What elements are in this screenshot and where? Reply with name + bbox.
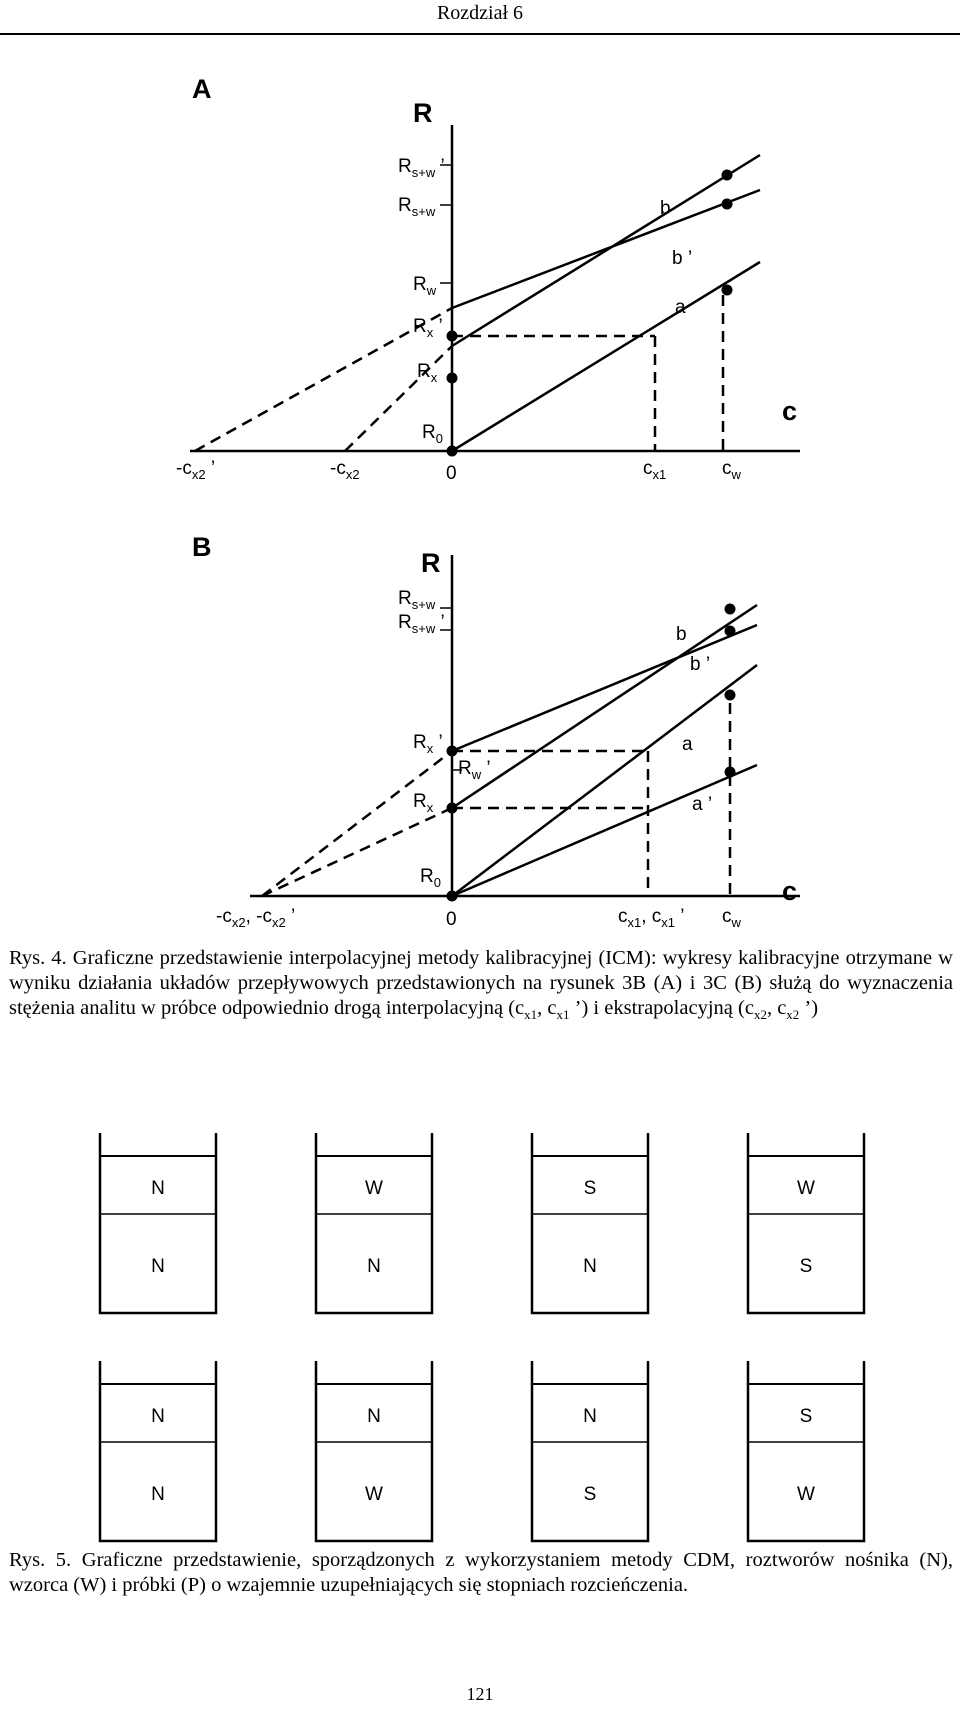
- point-rx: [447, 373, 458, 384]
- vessel: [100, 1133, 216, 1313]
- ytick-r0: $R_0$: [422, 422, 443, 446]
- xtick-cw: $c_w$: [722, 458, 741, 482]
- ytick-rsw: $R_{s+w}$: [398, 588, 436, 612]
- line-b: [452, 155, 760, 346]
- xtick-neg-cx2-pair: $-c_{x2}$, $-c_{x2}$ ’: [216, 906, 296, 930]
- point-b: [722, 170, 733, 181]
- vessel-outline: [316, 1133, 432, 1313]
- vessel-bottom-label: N: [151, 1256, 165, 1277]
- vessel-outline: [100, 1133, 216, 1313]
- vessel-outline: [532, 1361, 648, 1541]
- line-a-prime: [452, 765, 757, 896]
- line-label-a: a: [682, 734, 693, 755]
- point-a: [722, 285, 733, 296]
- vessel-outline: [748, 1133, 864, 1313]
- vessel: [316, 1361, 432, 1541]
- vessel-bottom-label: W: [365, 1484, 383, 1505]
- point-r0: [447, 891, 458, 902]
- line-label-b-prime: b ’: [672, 248, 693, 269]
- vessel-outline: [532, 1133, 648, 1313]
- ytick-rx: $R_x$: [413, 791, 434, 815]
- vessel-top-label: N: [151, 1178, 165, 1199]
- xtick-neg-cx2: $-c_{x2}$: [330, 458, 360, 482]
- y-axis-label: R: [421, 548, 441, 578]
- vessel-bottom-label: N: [151, 1484, 165, 1505]
- vessel-top-label: S: [799, 1406, 813, 1427]
- ytick-rsw: $R_{s+w}$: [398, 195, 436, 219]
- vessel-top-label: W: [365, 1178, 383, 1199]
- vessel-top-label: N: [367, 1406, 381, 1427]
- point-b-prime: [725, 626, 736, 637]
- ytick-rw-prime: $R_w$ ’: [458, 758, 491, 782]
- vessel-top-label: W: [797, 1178, 815, 1199]
- line-label-b: b: [676, 624, 687, 645]
- point-r0: [447, 446, 458, 457]
- line-b-prime: [452, 625, 757, 751]
- point-b: [725, 604, 736, 615]
- figure-5-caption: Rys. 5. Graficzne przedstawienie, sporządzonych z wykorzystaniem metody CDM, roztworów nośnika (N), wzorca (W) i próbki (P) o wzajemnie uzupełniających się stopniach rozcieńczenia.: [9, 1549, 953, 1596]
- vessel-bottom-label: N: [583, 1256, 597, 1277]
- vessel: [532, 1133, 648, 1313]
- xtick-origin: 0: [446, 463, 457, 484]
- vessel: [532, 1361, 648, 1541]
- vessel-bottom-label: N: [367, 1256, 381, 1277]
- line-label-b-prime: b ’: [690, 654, 711, 675]
- ytick-rsw-prime: $R_{s+w}$ ’: [398, 156, 445, 180]
- vessel-bottom-label: S: [799, 1256, 813, 1277]
- line-label-a: a: [675, 297, 686, 318]
- chapter-title: Rozdział 6: [436, 2, 524, 24]
- vessel: [748, 1133, 864, 1313]
- header-rule: [0, 33, 960, 35]
- panel-label-b: B: [192, 532, 212, 562]
- figure-5: [0, 1120, 960, 1560]
- x-axis-label: c: [782, 396, 798, 426]
- ytick-rx: $R_x$: [417, 361, 438, 385]
- vessel-outline: [748, 1361, 864, 1541]
- point-rx: [447, 803, 458, 814]
- line-label-b: b: [660, 198, 671, 219]
- page-number: 121: [466, 1684, 494, 1704]
- point-b-prime: [722, 199, 733, 210]
- line-b: [452, 605, 757, 808]
- vessel: [748, 1361, 864, 1541]
- point-rx-prime: [447, 746, 458, 757]
- x-axis-label: c: [782, 876, 798, 906]
- vessel-outline: [100, 1361, 216, 1541]
- point-rx-prime: [447, 331, 458, 342]
- vessel-bottom-label: S: [583, 1484, 597, 1505]
- ytick-rx-prime: $R_x$ ’: [413, 732, 443, 756]
- ytick-rsw-prime: $R_{s+w}$ ’: [398, 612, 445, 636]
- vessel: [100, 1361, 216, 1541]
- vessel: [316, 1133, 432, 1313]
- vessel-top-label: N: [151, 1406, 165, 1427]
- vessel-bottom-label: W: [797, 1484, 815, 1505]
- vessel-top-label: S: [583, 1178, 597, 1199]
- vessel-top-label: N: [583, 1406, 597, 1427]
- vessel-outline: [316, 1361, 432, 1541]
- figure-4-caption: Rys. 4. Graficzne przedstawienie interpolacyjnej metody kalibracyjnej (ICM): wykresy kalibracyjne otrzymane w wyniku działania układów przepływowych przedstawionych na rysunek 3B (A) i 3C (B) służą do wyznaczenia stężenia analitu w próbce odpowiednio drogą interpolacyjną ($c_{x1}$, $c_{x1}$ ’) i ekstrapolacyjną ($c_{x2}$, $c_{x2}$ ’): [9, 947, 953, 1023]
- figure-a: [0, 40, 960, 540]
- ytick-rw: $R_w$: [413, 274, 437, 298]
- xtick-cx1: $c_{x1}$: [643, 458, 667, 482]
- y-axis-label: R: [413, 98, 433, 128]
- figure-b: [0, 520, 960, 930]
- line-a: [452, 665, 757, 896]
- panel-label-a: A: [192, 74, 212, 104]
- ytick-rx-prime: $R_x$ ’: [413, 316, 443, 340]
- xtick-origin: 0: [446, 909, 457, 930]
- ytick-r0: $R_0$: [420, 866, 441, 890]
- point-a: [725, 690, 736, 701]
- xtick-cw: $c_w$: [722, 906, 741, 930]
- page-header: [0, 0, 960, 36]
- xtick-neg-cx2-prime: $-c_{x2}$ ’: [176, 458, 216, 482]
- point-a-prime: [725, 767, 736, 778]
- xtick-cx1-pair: $c_{x1}$, $c_{x1}$ ’: [618, 906, 685, 930]
- line-label-a-prime: a ’: [692, 794, 713, 815]
